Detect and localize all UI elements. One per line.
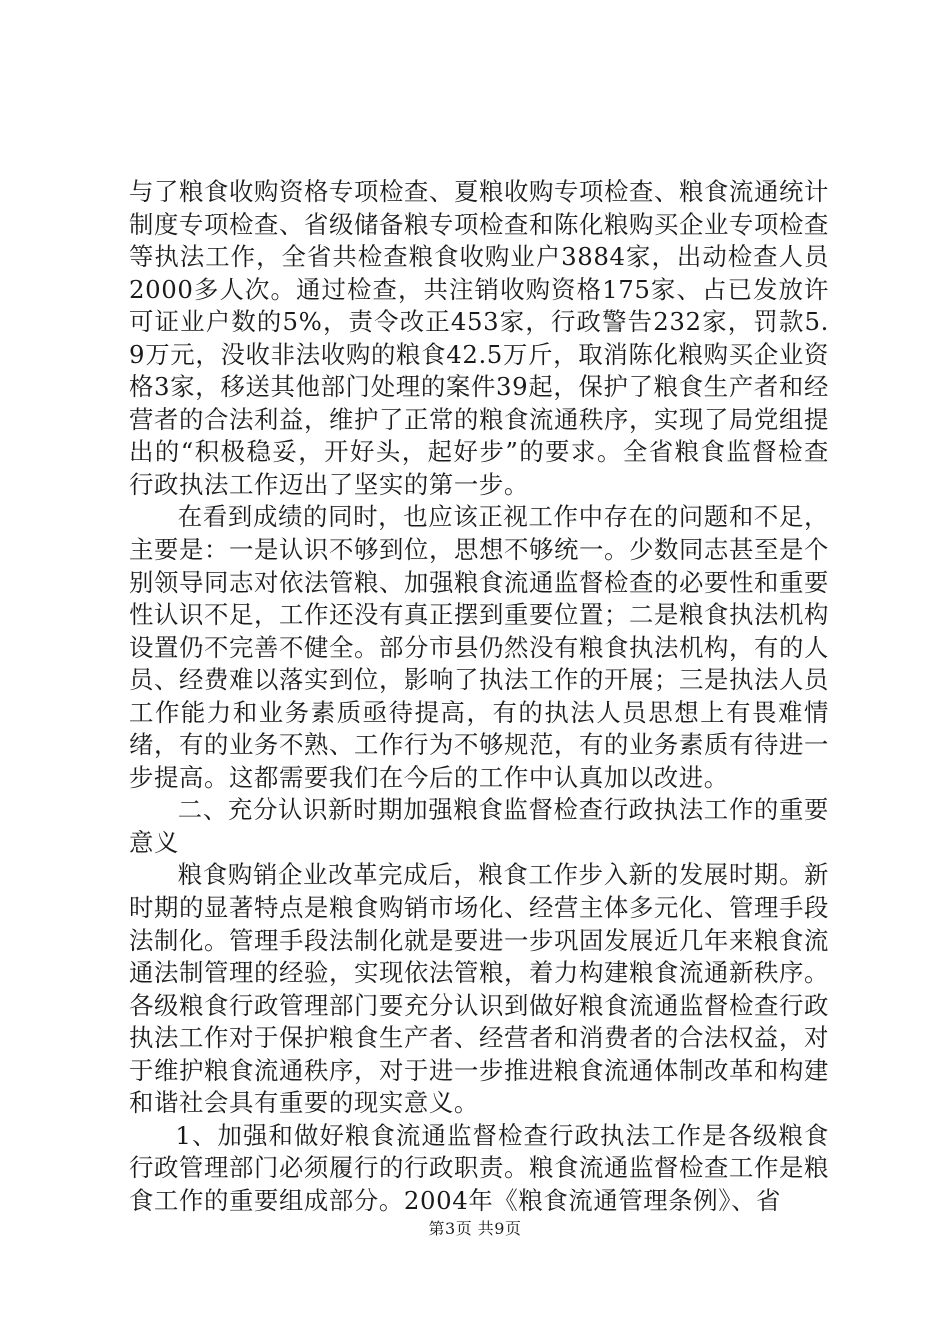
paragraph-point-1: 1、加强和做好粮食流通监督检查行政执法工作是各级粮食行政管理部门必须履行的行政职责。粮食流通监督检查工作是粮食工作的重要组成部分。2004年《粮食流通管理条例》、省 xyxy=(129,1120,829,1215)
document-body xyxy=(129,176,829,1218)
section-heading-2: 二、充分认识新时期加强粮食监督检查行政执法工作的重要意义 xyxy=(129,795,829,857)
paragraph-new-period: 粮食购销企业改革完成后，粮食工作步入新的发展时期。新时期的显著特点是粮食购销市场化、经营主体多元化、管理手段法制化。管理手段法制化就是要进一步巩固发展近几年来粮食流通法制管理的经验，实现依法管粮，着力构建粮食流通新秩序。各级粮食行政管理部门要充分认识到做好粮食流通监督检查行政执法工作对于保护粮食生产者、经营者和消费者的合法权益，对于维护粮食流通秩序，对于进一步推进粮食流通体制改革和构建和谐社会具有重要的现实意义。 xyxy=(129,860,829,1118)
page-footer: 第3页 共9页 xyxy=(428,1219,522,1238)
paragraph-inspection-results: 与了粮食收购资格专项检查、夏粮收购专项检查、粮食流通统计制度专项检查、省级储备粮专项检查和陈化粮购买企业专项检查等执法工作，全省共检查粮食收购业户3884家，出动检查人员2000多人次。通过检查，共注销收购资格175家、占已发放许可证业户数的5%，责令改正453家，行政警告232家，罚款5.9万元，没收非法收购的粮食42.5万斤，取消陈化粮购买企业资格3家，移送其他部门处理的案件39起，保护了粮食生产者和经营者的合法利益，维护了正常的粮食流通秩序，实现了局党组提出的“积极稳妥，开好头，起好步”的要求。全省粮食监督检查行政执法工作迈出了坚实的第一步。 xyxy=(129,177,829,499)
paragraph-problems: 在看到成绩的同时，也应该正视工作中存在的问题和不足，主要是：一是认识不够到位，思想不够统一。少数同志甚至是个别领导同志对依法管粮、加强粮食流通监督检查的必要性和重要性认识不足，工作还没有真正摆到重要位置；二是粮食执法机构设置仍不完善不健全。部分市县仍然没有粮食执法机构，有的人员、经费难以落实到位，影响了执法工作的开展；三是执法人员工作能力和业务素质亟待提高，有的执法人员思想上有畏难情绪，有的业务不熟、工作行为不够规范，有的业务素质有待进一步提高。这都需要我们在今后的工作中认真加以改进。 xyxy=(129,502,829,792)
